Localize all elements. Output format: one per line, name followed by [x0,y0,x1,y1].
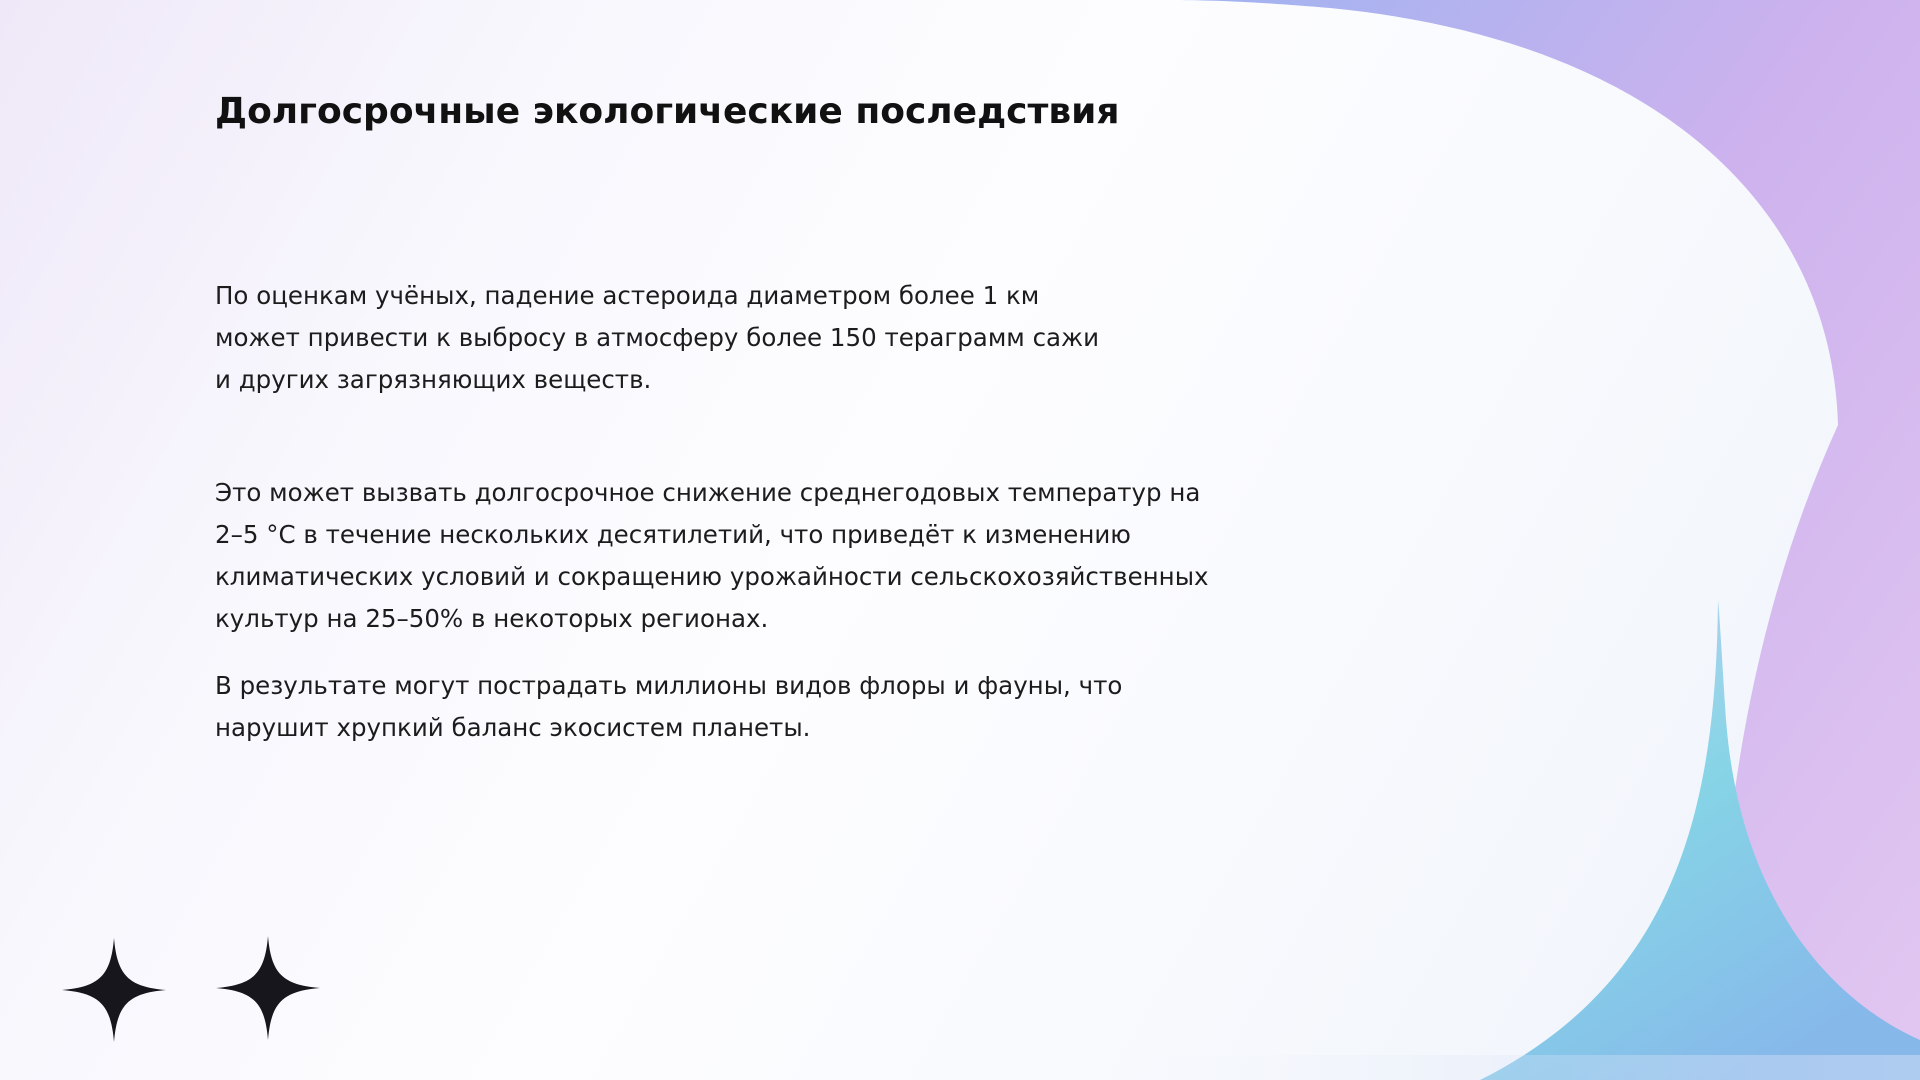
four-point-star-icon [216,936,320,1040]
bottom-glow [1100,1055,1920,1080]
paragraph-biodiversity-loss: В результате могут пострадать миллионы видов флоры и фауны, что нарушит хрупкий баланс экосистем планеты. [215,671,1123,742]
four-point-star-icon [62,938,166,1042]
slide-title: Долгосрочные экологические последствия [215,91,1120,132]
paragraph-temperature-drop: Это может вызвать долгосрочное снижение среднегодовых температур на 2–5 °C в течение нескольких десятилетий, что приведёт к изменению климатических условий и сокращению урожайности сельскохозяйственных культур на 25–50% в некоторых регионах. [215,478,1209,633]
paragraph-soot-emission: По оценкам учёных, падение астероида диаметром более 1 км может привести к выбросу в атмосферу более 150 тераграмм сажи и других загрязняющих веществ. [215,281,1100,394]
